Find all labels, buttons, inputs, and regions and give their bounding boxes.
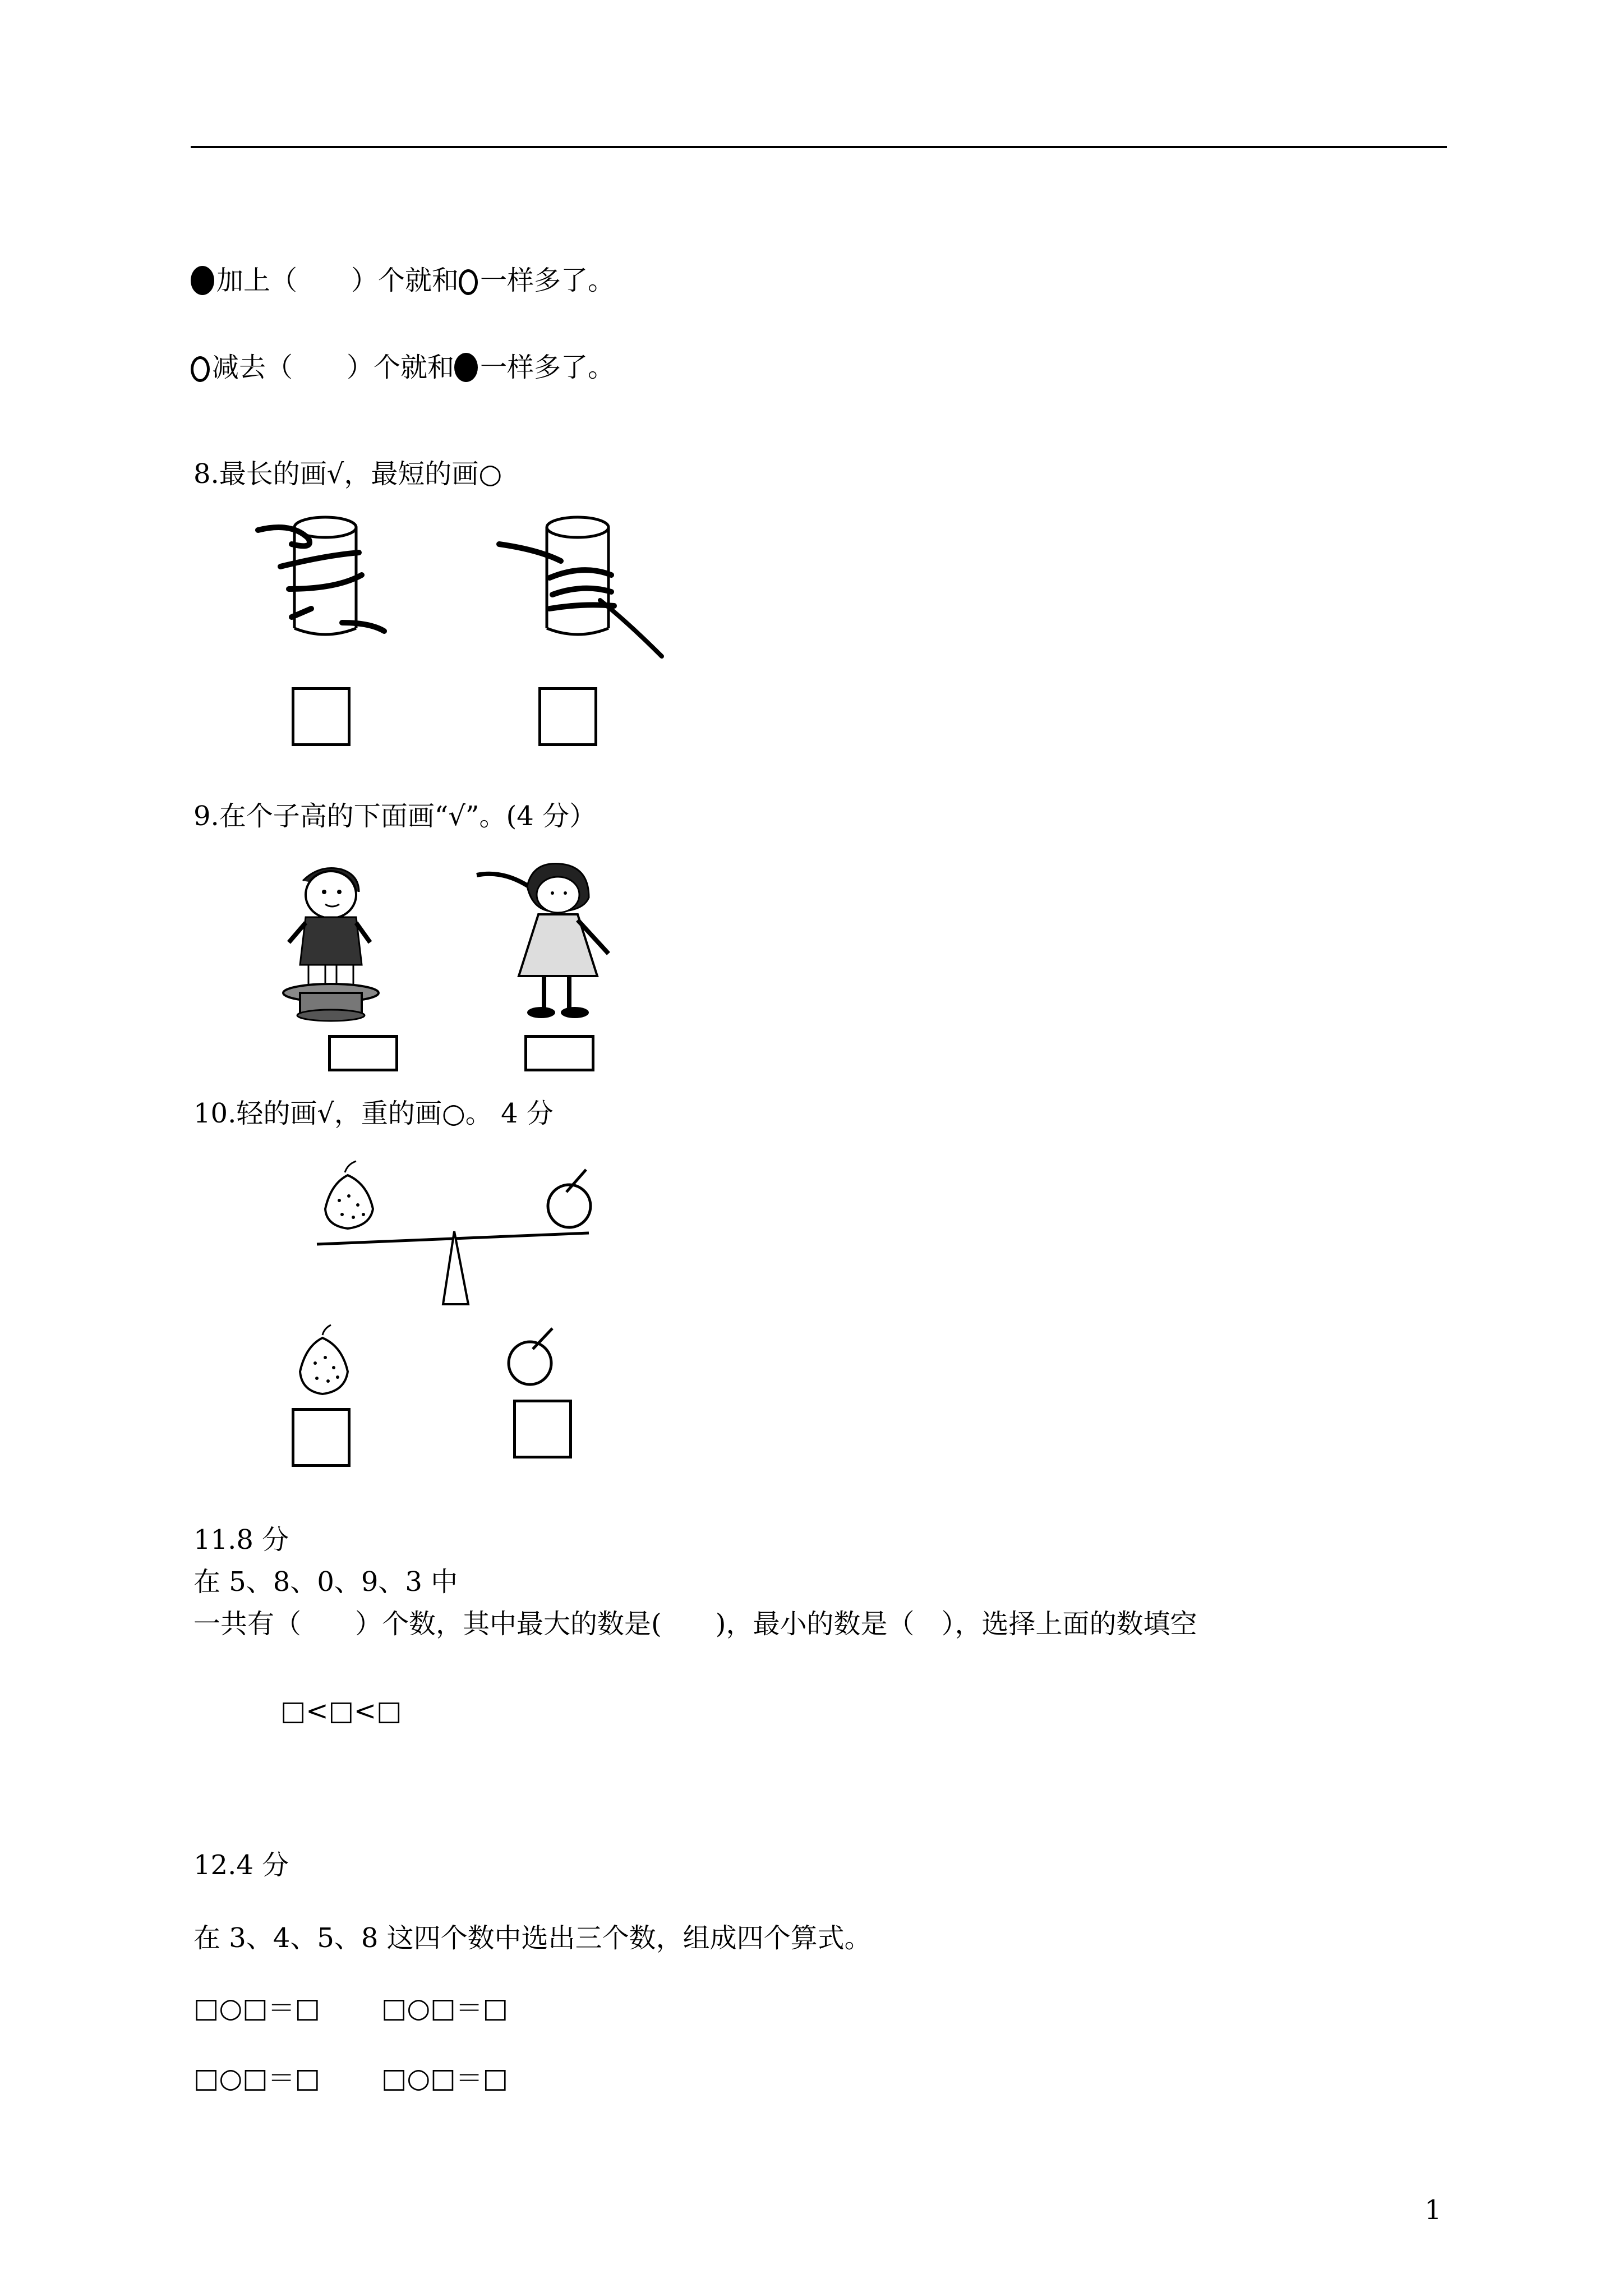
answer-box-right[interactable] xyxy=(538,687,597,746)
black-dot-icon xyxy=(191,266,214,295)
answer-box-left[interactable] xyxy=(292,687,351,746)
cylinder-rope-right-illustration xyxy=(494,510,679,662)
q12-equation-3: □○□＝□ xyxy=(193,2063,320,2094)
q11-line-1: 在 5、8、0、9、3 中 xyxy=(193,1566,458,1598)
q8-title: 8.最长的画√，最短的画○ xyxy=(193,458,502,490)
apple-illustration xyxy=(502,1324,569,1397)
q11-compare-expression: □<□<□ xyxy=(280,1695,402,1727)
q9-title: 9.在个子高的下面画“√”。(4 分） xyxy=(193,800,596,832)
q11-title: 11.8 分 xyxy=(193,1524,289,1556)
girl-illustration xyxy=(471,858,651,1027)
boy-on-stool-illustration xyxy=(258,858,415,1027)
cylinder-rope-left-illustration xyxy=(247,510,404,651)
page-number: 1 xyxy=(1424,2194,1442,2226)
black-dot-icon xyxy=(454,353,478,382)
q7-line-2: 减去（ ）个就和 一样多了。 xyxy=(191,351,615,384)
answer-box-apple[interactable] xyxy=(513,1400,572,1458)
q7-line-1: 加上（ ）个就和 一样多了。 xyxy=(191,264,615,297)
answer-box-boy[interactable] xyxy=(328,1035,398,1071)
balance-scale-illustration xyxy=(314,1161,606,1318)
q12-equation-2: □○□＝□ xyxy=(381,1993,508,2024)
q10-title: 10.轻的画√，重的画○。 4 分 xyxy=(193,1098,554,1129)
answer-box-girl[interactable] xyxy=(524,1035,594,1071)
q12-line-1: 在 3、4、5、8 这四个数中选出三个数，组成四个算式。 xyxy=(193,1922,872,1954)
white-circle-icon xyxy=(191,356,210,382)
q12-title: 12.4 分 xyxy=(193,1849,289,1881)
q11-line-2: 一共有（ ）个数，其中最大的数是( )，最小的数是（ ），选择上面的数填空 xyxy=(193,1608,1197,1640)
answer-box-pear[interactable] xyxy=(292,1408,351,1467)
header-rule xyxy=(191,146,1447,148)
pear-illustration xyxy=(292,1324,353,1402)
white-circle-icon xyxy=(459,269,478,295)
q12-equation-1: □○□＝□ xyxy=(193,1993,320,2024)
q12-equation-4: □○□＝□ xyxy=(381,2063,508,2094)
